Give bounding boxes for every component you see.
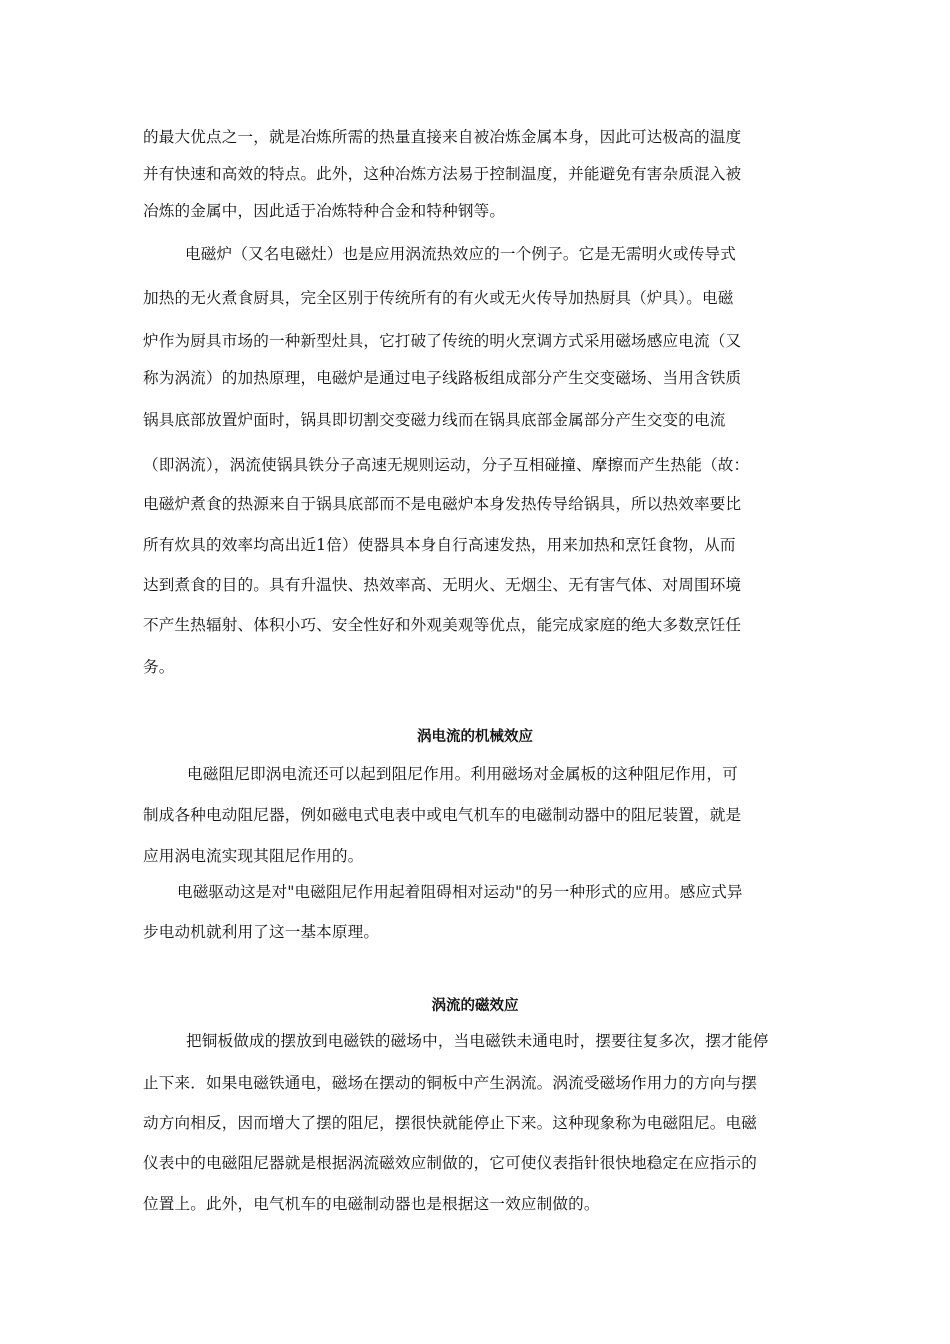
text-line: 电磁驱动这是对"电磁阻尼作用起着阻碍相对运动"的另一种形式的应用。感应式异 <box>177 883 743 901</box>
text-line: 冶炼的金属中，因此适于冶炼特种合金和特种钢等。 <box>143 202 506 220</box>
text-line: 不产生热辐射、体积小巧、安全性好和外观美观等优点，能完成家庭的绝大多数烹饪任 <box>143 616 742 634</box>
text-line: （即涡流），涡流使锅具铁分子高速无规则运动，分子互相碰撞、摩擦而产生热能（故： <box>143 456 750 474</box>
text-line: 锅具底部放置炉面时，锅具即切割交变磁力线而在锅具底部金属部分产生交变的电流 <box>143 411 726 429</box>
text-line: 电磁阻尼即涡电流还可以起到阻尼作用。利用磁场对金属板的这种阻尼作用，可 <box>187 765 739 783</box>
text-line: 步电动机就利用了这一基本原理。 <box>143 923 380 941</box>
text-line: 把铜板做成的摆放到电磁铁的磁场中，当电磁铁未通电时，摆要往复多次，摆才能停 <box>186 1032 769 1050</box>
text-line: 仪表中的电磁阻尼器就是根据涡流磁效应制做的，它可使仪表指针很快地稳定在应指示的 <box>143 1154 758 1172</box>
text-line: 并有快速和高效的特点。此外，这种冶炼方法易于控制温度，并能避免有害杂质混入被 <box>143 165 742 183</box>
section-heading-magnetic-effect: 涡流的磁效应 <box>431 998 519 1014</box>
text-line: 达到煮食的目的。具有升温快、热效率高、无明火、无烟尘、无有害气体、对周围环境 <box>143 576 742 594</box>
section-heading-mechanical-effect: 涡电流的机械效应 <box>417 729 533 745</box>
text-line: 应用涡电流实现其阻尼作用的。 <box>143 847 364 865</box>
text-line: 务。 <box>143 658 175 676</box>
text-line: 电磁炉（又名电磁灶）也是应用涡流热效应的一个例子。它是无需明火或传导式 <box>185 245 737 263</box>
text-line: 止下来．如果电磁铁通电，磁场在摆动的铜板中产生涡流。涡流受磁场作用力的方向与摆 <box>143 1074 758 1092</box>
text-line: 炉作为厨具市场的一种新型灶具，它打破了传统的明火烹调方式采用磁场感应电流（又 <box>143 332 742 350</box>
text-line: 位置上。此外，电气机车的电磁制动器也是根据这一效应制做的。 <box>143 1195 600 1213</box>
text-line: 的最大优点之一，就是冶炼所需的热量直接来自被冶炼金属本身，因此可达极高的温度 <box>143 128 742 146</box>
text-line: 所有炊具的效率均高出近1倍）使器具本身自行高速发热，用来加热和烹饪食物，从而 <box>143 536 736 554</box>
text-line: 电磁炉煮食的热源来自于锅具底部而不是电磁炉本身发热传导给锅具，所以热效率要比 <box>143 495 742 513</box>
text-line: 加热的无火煮食厨具，完全区别于传统所有的有火或无火传导加热厨具（炉具）。电磁 <box>143 289 734 307</box>
text-line: 制成各种电动阻尼器，例如磁电式电表中或电气机车的电磁制动器中的阻尼装置，就是 <box>143 806 742 824</box>
text-line: 动方向相反，因而增大了摆的阻尼，摆很快就能停止下来。这种现象称为电磁阻尼。电磁 <box>143 1114 758 1132</box>
text-line: 称为涡流）的加热原理，电磁炉是通过电子线路板组成部分产生交变磁场、当用含铁质 <box>143 369 742 387</box>
